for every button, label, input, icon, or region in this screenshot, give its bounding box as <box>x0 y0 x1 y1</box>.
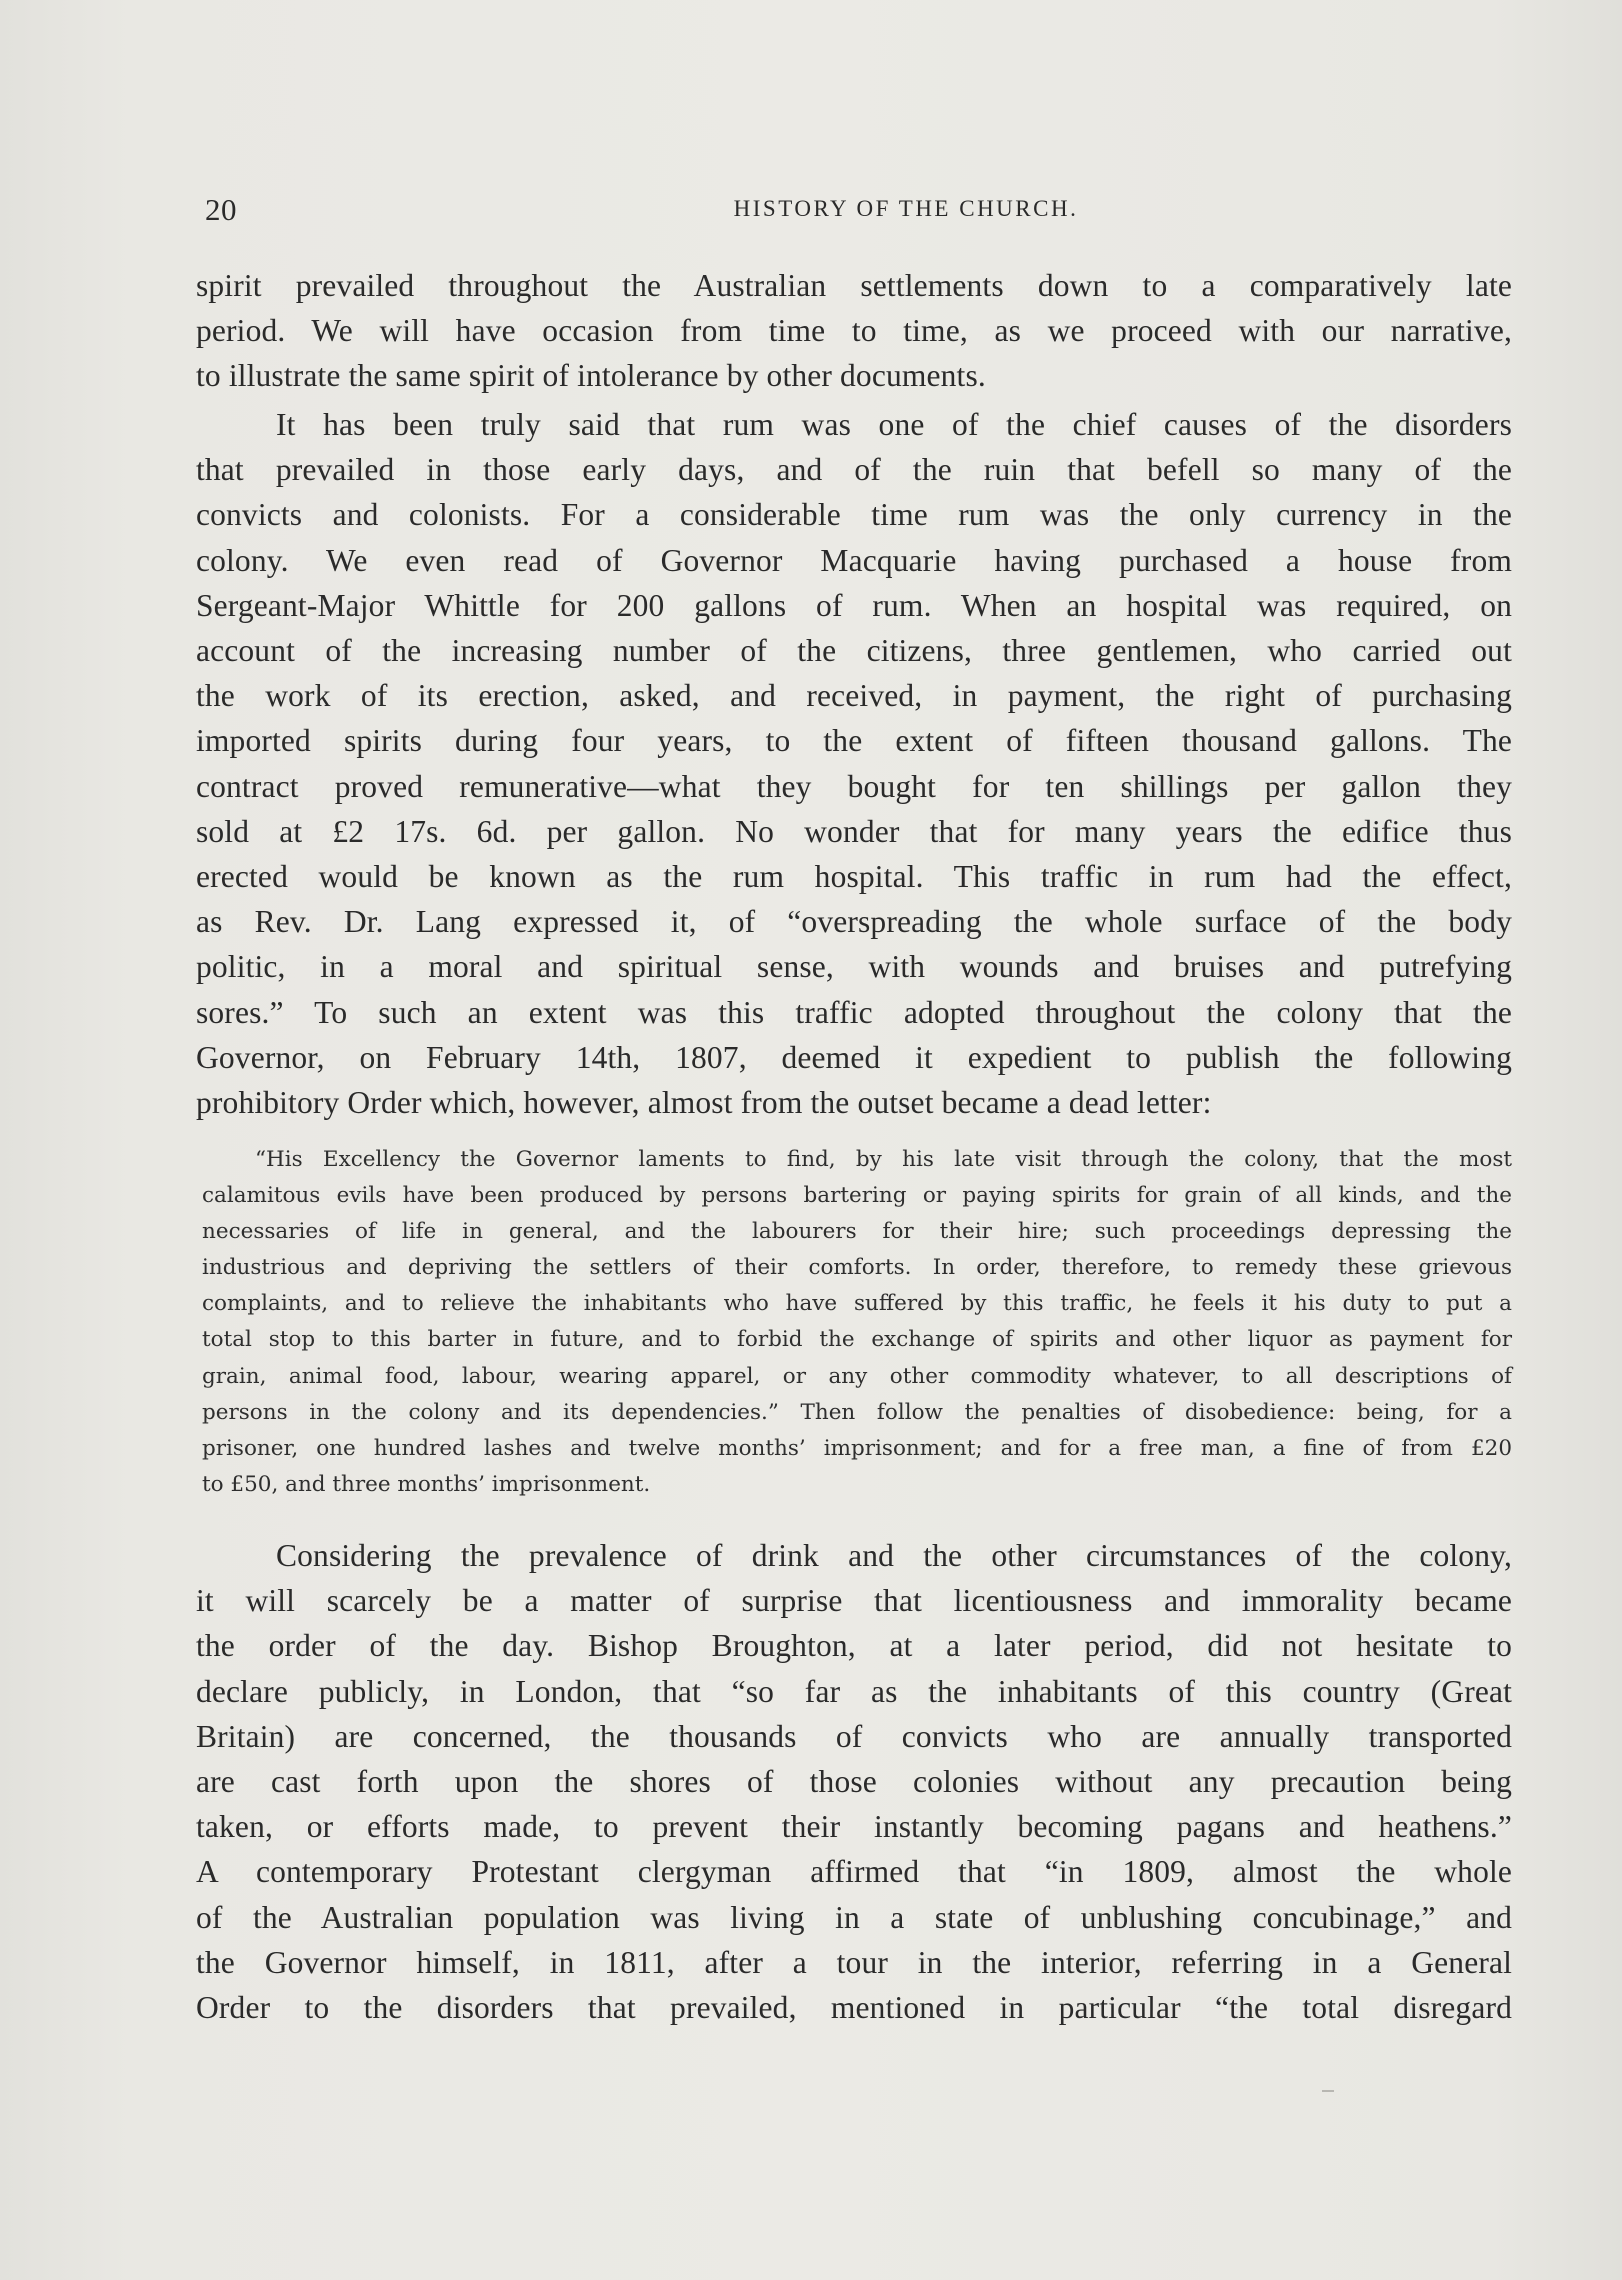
block-quote <box>202 1142 1512 1503</box>
text-line: the Governor himself, in 1811, after a tour in the interior, referring in a General <box>196 1944 1512 1980</box>
paragraph-rum <box>196 402 1512 1125</box>
text-line: contract proved remunerative—what they bought for ten shillings per gallon they <box>196 768 1512 804</box>
paragraph-continuation <box>196 263 1512 399</box>
quote-line: persons in the colony and its dependencies.” Then follow the penalties of disobedience: being, for a <box>202 1399 1512 1425</box>
text-line: the work of its erection, asked, and received, in payment, the right of purchasing <box>196 678 1512 714</box>
text-line: colony. We even read of Governor Macquarie having purchased a house from <box>196 542 1512 578</box>
margin-mark <box>1322 2090 1334 2092</box>
text-line: sold at £2 17s. 6d. per gallon. No wonder that for many years the edifice thus <box>196 813 1512 849</box>
text-line: It has been truly said that rum was one of the chief causes of the disorders <box>276 407 1512 442</box>
quote-line: industrious and depriving the settlers of their comforts. In order, therefore, to remedy these grievous <box>202 1255 1512 1281</box>
text-line: the order of the day. Bishop Broughton, at a later period, did not hesitate to <box>196 1628 1512 1664</box>
text-line: period. We will have occasion from time to time, as we proceed with our narrative, <box>196 313 1512 349</box>
text-line: Britain) are concerned, the thousands of convicts who are annually transported <box>196 1718 1512 1754</box>
text-line: Considering the prevalence of drink and the other circumstances of the colony, <box>276 1538 1512 1573</box>
text-line: A contemporary Protestant clergyman affirmed that “in 1809, almost the whole <box>196 1854 1512 1890</box>
quote-line: grain, animal food, labour, wearing apparel, or any other commodity whatever, to all descriptions of <box>202 1363 1512 1389</box>
text-line: Governor, on February 14th, 1807, deemed it expedient to publish the following <box>196 1039 1512 1075</box>
quote-line: “His Excellency the Governor laments to find, by his late visit through the colony, that the most <box>255 1147 1512 1172</box>
quote-line: calamitous evils have been produced by persons bartering or paying spirits for grain of all kinds, and the <box>202 1183 1512 1209</box>
text-line: prohibitory Order which, however, almost from the outset became a dead letter: <box>196 1085 1212 1121</box>
paragraph-licentiousness <box>196 1533 1512 2030</box>
text-line: imported spirits during four years, to the extent of fifteen thousand gallons. The <box>196 723 1512 759</box>
text-line: sores.” To such an extent was this traffic adopted throughout the colony that the <box>196 994 1512 1030</box>
text-line: are cast forth upon the shores of those colonies without any precaution being <box>196 1764 1512 1800</box>
quote-line: complaints, and to relieve the inhabitants who have suffered by this traffic, he feels it his duty to put a <box>202 1291 1512 1317</box>
text-line: account of the increasing number of the citizens, three gentlemen, who carried out <box>196 633 1512 669</box>
text-line: it will scarcely be a matter of surprise that licentiousness and immorality became <box>196 1583 1512 1619</box>
running-title: HISTORY OF THE CHURCH. <box>733 196 1079 221</box>
text-line: Order to the disorders that prevailed, mentioned in particular “the total disregard <box>196 1990 1512 2026</box>
running-head <box>205 192 1512 232</box>
text-line: spirit prevailed throughout the Australian settlements down to a comparatively late <box>196 268 1512 303</box>
text-line: Sergeant-Major Whittle for 200 gallons of rum. When an hospital was required, on <box>196 587 1512 623</box>
text-line: taken, or efforts made, to prevent their instantly becoming pagans and heathens.” <box>196 1809 1512 1845</box>
quote-line: prisoner, one hundred lashes and twelve months’ imprisonment; and for a free man, a fine of from £20 <box>202 1435 1512 1461</box>
quote-line: to £50, and three months’ imprisonment. <box>202 1471 651 1497</box>
quote-line: necessaries of life in general, and the labourers for their hire; such proceedings depressing the <box>202 1219 1512 1245</box>
text-line: as Rev. Dr. Lang expressed it, of “overspreading the whole surface of the body <box>196 904 1512 940</box>
text-line: convicts and colonists. For a considerable time rum was the only currency in the <box>196 497 1512 533</box>
text-line: that prevailed in those early days, and of the ruin that befell so many of the <box>196 452 1512 488</box>
text-line: declare publicly, in London, that “so far as the inhabitants of this country (Great <box>196 1673 1512 1709</box>
text-line: of the Australian population was living in a state of unblushing concubinage,” and <box>196 1899 1512 1935</box>
page-number: 20 <box>205 192 237 227</box>
quote-line: total stop to this barter in future, and to forbid the exchange of spirits and other liquor as payment for <box>202 1327 1512 1353</box>
text-line: politic, in a moral and spiritual sense, with wounds and bruises and putrefying <box>196 949 1512 985</box>
text-line: to illustrate the same spirit of intolerance by other documents. <box>196 358 986 394</box>
text-line: erected would be known as the rum hospital. This traffic in rum had the effect, <box>196 859 1512 895</box>
